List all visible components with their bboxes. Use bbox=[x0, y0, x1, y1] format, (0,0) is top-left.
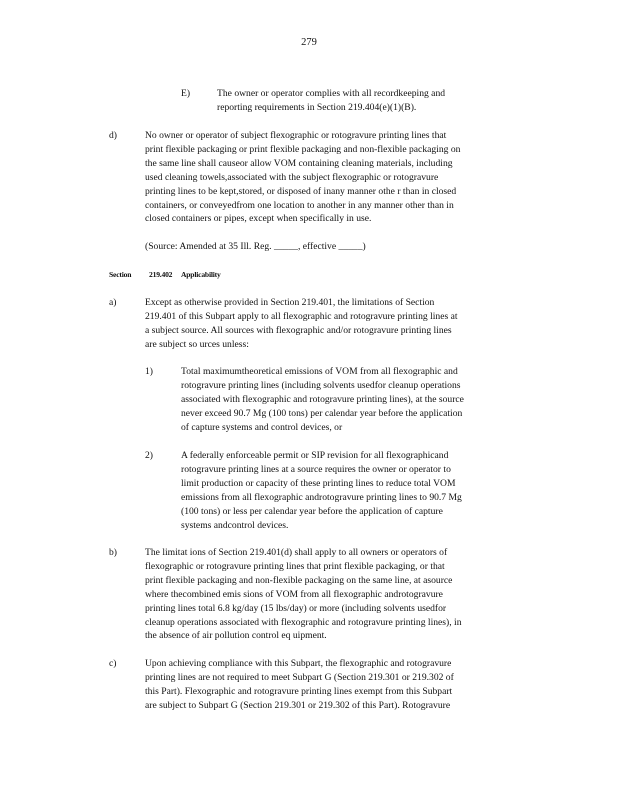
item-c-text bbox=[145, 657, 543, 713]
text-line: No owner or operator of subject flexographic or rotogravure printing lines that bbox=[145, 130, 447, 141]
text-line: of capture systems and control devices, or bbox=[181, 421, 343, 433]
text-line: Total maximumtheoretical emissions of VOM from all flexographic and bbox=[181, 366, 458, 377]
section-title: Applicability bbox=[181, 270, 221, 279]
section-number: 219.402 bbox=[149, 270, 173, 279]
text-line: closed containers or pipes, except when specifically in use. bbox=[145, 213, 372, 225]
item-e-label: E) bbox=[181, 88, 191, 99]
text-line: the absence of air pollution control eq uipment. bbox=[145, 630, 327, 642]
text-line: Except as otherwise provided in Section 219.401, the limitations of Section bbox=[145, 297, 435, 308]
text-line: this Part). Flexographic and rotogravure printing lines exempt from this Subpart bbox=[145, 685, 453, 697]
section-word: Section bbox=[109, 270, 132, 279]
item-a2-label: 2) bbox=[145, 450, 153, 461]
text-line: associated with flexographic and rotogravure printing lines), at the source bbox=[181, 393, 464, 405]
item-a-label: a) bbox=[109, 297, 117, 308]
text-line: cleanup operations associated with flexographic and rotogravure printing lines), in bbox=[145, 616, 462, 628]
item-b-text bbox=[145, 546, 543, 643]
text-line: emissions from all flexographic androtogravure printing lines to 90.7 Mg bbox=[181, 491, 462, 503]
text-line: A federally enforceable permit or SIP revision for all flexographicand bbox=[181, 450, 449, 461]
page-number: 279 bbox=[301, 37, 317, 48]
text-line: print flexible packaging or print flexible packaging and non-flexible packaging on bbox=[145, 143, 461, 155]
item-d-text bbox=[145, 129, 543, 226]
text-line: rotogravure printing lines at a source requires the owner or operator to bbox=[181, 463, 451, 475]
text-line: Upon achieving compliance with this Subpart, the flexographic and rotogravure bbox=[145, 658, 452, 669]
item-d-label: d) bbox=[109, 130, 117, 141]
item-a2-text bbox=[181, 449, 531, 532]
item-a1-label: 1) bbox=[145, 366, 153, 377]
text-line: rotogravure printing lines (including solvents usedfor cleanup operations bbox=[181, 379, 461, 391]
text-line: are subject to Subpart G (Section 219.301 or 219.302 of this Part). Rotogravure bbox=[145, 699, 451, 711]
text-line: printing lines total 6.8 kg/day (15 lbs/day) or more (including solvents usedfor bbox=[145, 602, 447, 614]
text-line: are subject so urces unless: bbox=[145, 338, 249, 350]
text-line: reporting requirements in Section 219.404(e)(1)(B). bbox=[217, 101, 417, 113]
item-b-label: b) bbox=[109, 547, 117, 558]
text-line: flexographic or rotogravure printing lines that print flexible packaging, or that bbox=[145, 560, 445, 572]
text-line: print flexible packaging and non-flexible packaging on the same line, at asource bbox=[145, 574, 453, 586]
text-line: The limitat ions of Section 219.401(d) shall apply to all owners or operators of bbox=[145, 547, 448, 558]
item-c-label: c) bbox=[109, 658, 117, 669]
text-line: 219.401 of this Subpart apply to all flexographic and rotogravure printing lines at bbox=[145, 310, 458, 322]
text-line: (100 tons) or less per calendar year before the application of capture bbox=[181, 505, 443, 517]
item-e-text bbox=[217, 87, 502, 115]
text-line: The owner or operator complies with all recordkeeping and bbox=[217, 88, 446, 99]
source-note: (Source: Amended at 35 Ill. Reg. _____, effective _____) bbox=[145, 241, 366, 252]
text-line: never exceed 90.7 Mg (100 tons) per calendar year before the application bbox=[181, 407, 463, 419]
text-line: where thecombined emis sions of VOM from all flexographic androtogravure bbox=[145, 588, 443, 600]
text-line: printing lines are not required to meet Subpart G (Section 219.301 or 219.302 of bbox=[145, 671, 454, 683]
text-line: the same line shall causeor allow VOM containing cleaning materials, including bbox=[145, 157, 453, 169]
text-line: used cleaning towels,associated with the subject flexographic or rotogravure bbox=[145, 171, 439, 183]
text-line: containers, or conveyedfrom one location to another in any manner other than in bbox=[145, 199, 454, 211]
item-a-text bbox=[145, 296, 543, 352]
text-line: systems andcontrol devices. bbox=[181, 519, 289, 531]
item-a1-text bbox=[181, 365, 531, 435]
text-line: printing lines to be kept,stored, or disposed of inany manner othe r than in closed bbox=[145, 185, 457, 197]
text-line: limit production or capacity of these printing lines to reduce total VOM bbox=[181, 477, 456, 489]
text-line: a subject source. All sources with flexographic and/or rotogravure printing lines bbox=[145, 324, 452, 336]
